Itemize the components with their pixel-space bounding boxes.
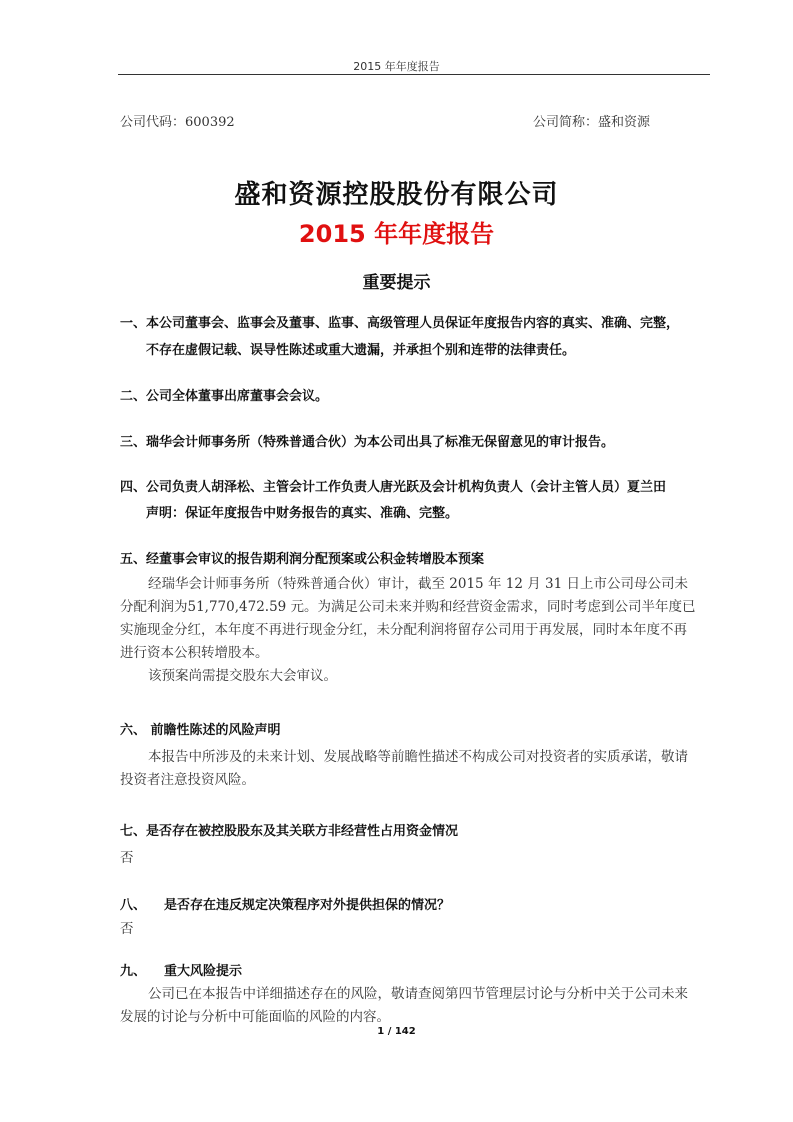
item-5-p1-line-3: 实施现金分红，本年度不再进行现金分红，未分配利润将留存公司用于再发展，同时本年度不再 bbox=[120, 622, 687, 638]
item-8-answer: 否 bbox=[120, 921, 134, 937]
item-3: 三、瑞华会计师事务所（特殊普通合伙）为本公司出具了标准无保留意见的审计报告。 bbox=[120, 435, 615, 450]
item-1-line-1: 一、本公司董事会、监事会及董事、监事、高级管理人员保证年度报告内容的真实、准确、完整， bbox=[120, 316, 680, 331]
item-9-title: 重大风险提示 bbox=[164, 964, 243, 979]
item-6-line-2: 投资者注意投资风险。 bbox=[120, 772, 255, 788]
item-9-heading bbox=[120, 960, 720, 979]
company-short-name: 公司简称：盛和资源 bbox=[533, 115, 651, 130]
important-notice-heading: 重要提示 bbox=[362, 273, 431, 293]
item-5-heading: 五、经董事会审议的报告期利润分配预案或公积金转增股本预案 bbox=[120, 552, 485, 567]
item-7-heading: 七、是否存在被控股股东及其关联方非经营性占用资金情况 bbox=[120, 824, 459, 839]
item-5-p1-line-4: 进行资本公积转增股本。 bbox=[120, 645, 269, 661]
page-number: 1 / 142 bbox=[377, 1026, 416, 1037]
company-code-row bbox=[120, 111, 660, 130]
header-divider bbox=[118, 74, 710, 75]
item-1-line-2: 不存在虚假记载、误导性陈述或重大遗漏，并承担个别和连带的法律责任。 bbox=[146, 343, 576, 358]
company-code: 公司代码：600392 bbox=[120, 115, 235, 130]
item-7-answer: 否 bbox=[120, 850, 134, 866]
item-4-line-2: 声明：保证年度报告中财务报告的真实、准确、完整。 bbox=[146, 506, 459, 521]
report-title: 2015 年年度报告 bbox=[298, 220, 495, 248]
item-6-line-1: 本报告中所涉及的未来计划、发展战略等前瞻性描述不构成公司对投资者的实质承诺，敬请 bbox=[148, 749, 688, 765]
item-2: 二、公司全体董事出席董事会会议。 bbox=[120, 389, 329, 404]
running-header: 2015 年年度报告 bbox=[353, 60, 440, 73]
item-5-p2: 该预案尚需提交股东大会审议。 bbox=[148, 668, 337, 684]
item-8-title: 是否存在违反规定决策程序对外提供担保的情况？ bbox=[164, 898, 451, 913]
item-5-p1-line-2: 分配利润为51,770,472.59 元。为满足公司未来并购和经营资金需求，同时考虑到公司半年度已 bbox=[120, 599, 696, 615]
item-9-number: 九、 bbox=[120, 964, 147, 979]
item-6-heading: 六、 前瞻性陈述的风险声明 bbox=[120, 723, 281, 738]
item-5-paragraph bbox=[120, 573, 710, 688]
company-name: 盛和资源控股股份有限公司 bbox=[234, 180, 559, 210]
item-5-p1-line-1: 经瑞华会计师事务所（特殊普通合伙）审计，截至 2015 年 12 月 31 日上市公司母公司未 bbox=[148, 576, 688, 592]
item-9-line-1: 公司已在本报告中详细描述存在的风险，敬请查阅第四节管理层讨论与分析中关于公司未来 bbox=[148, 986, 688, 1002]
item-9-line-2: 发展的讨论与分析中可能面临的风险的内容。 bbox=[120, 1009, 390, 1025]
item-8-heading bbox=[120, 894, 720, 913]
item-8-number: 八、 bbox=[120, 898, 147, 913]
item-4-line-1: 四、公司负责人胡泽松、主管会计工作负责人唐光跃及会计机构负责人（会计主管人员）夏兰田 bbox=[120, 480, 667, 495]
item-9-paragraph bbox=[120, 983, 710, 1029]
item-6-paragraph bbox=[120, 746, 710, 792]
